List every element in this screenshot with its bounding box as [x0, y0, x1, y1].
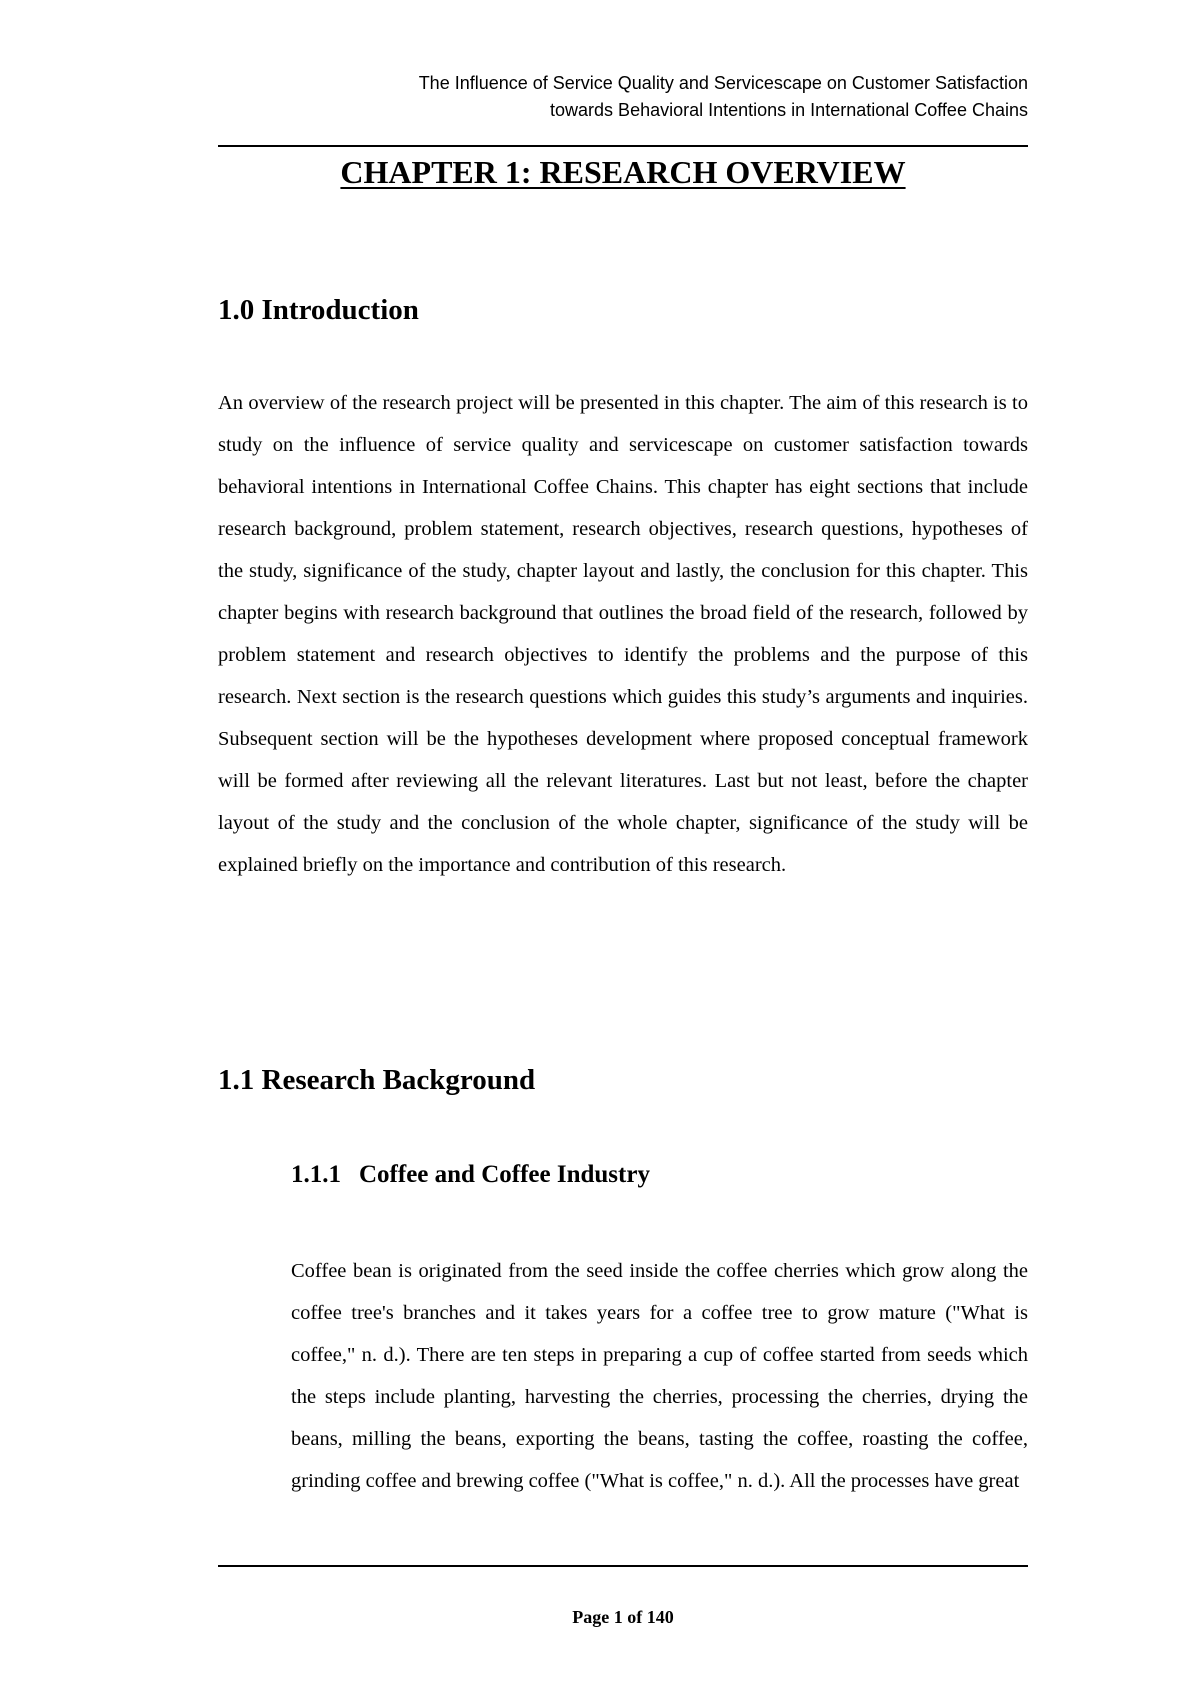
subsection-number: 1.1.1 [291, 1161, 341, 1188]
coffee-industry-paragraph: Coffee bean is originated from the seed inside the coffee cherries which grow along the coffee tree's branches and it takes years for a coffee tree to grow mature ("What is coffee," n. d.). There are ten steps in preparing a cup of coffee started from seeds which the steps include planting, harvesting the cherries, processing the cherries, drying the beans, milling the beans, exporting the beans, tasting the coffee, roasting the coffee, grinding coffee and brewing coffee ("What is coffee," n. d.). All the processes have great [291, 1260, 1028, 1492]
section-heading-introduction: 1.0 Introduction [218, 294, 419, 326]
running-header-line-2: towards Behavioral Intentions in International Coffee Chains [550, 100, 1028, 120]
header-divider [218, 145, 1028, 147]
subsection-heading-coffee-industry [291, 1157, 650, 1193]
chapter-title: CHAPTER 1: RESEARCH OVERVIEW [340, 154, 906, 190]
page-number: Page 1 of 140 [572, 1607, 674, 1627]
running-header-line-1: The Influence of Service Quality and Servicescape on Customer Satisfaction [418, 73, 1028, 93]
subsection-title: Coffee and Coffee Industry [359, 1161, 650, 1188]
introduction-paragraph: An overview of the research project will be presented in this chapter. The aim of this research is to study on the influence of service quality and servicescape on customer satisfaction towards behavioral intentions in International Coffee Chains. This chapter has eight sections that include research background, problem statement, research objectives, research questions, hypotheses of the study, significance of the study, chapter layout and lastly, the conclusion for this chapter. This chapter begins with research background that outlines the broad field of the research, followed by problem statement and research objectives to identify the problems and the purpose of this research. Next section is the research questions which guides this study’s arguments and inquiries. Subsequent section will be the hypotheses development where proposed conceptual framework will be formed after reviewing all the relevant literatures. Last but not least, before the chapter layout of the study and the conclusion of the whole chapter, significance of the study will be explained briefly on the importance and contribution of this research. [218, 392, 1028, 876]
footer-divider [218, 1565, 1028, 1567]
section-heading-research-background: 1.1 Research Background [218, 1064, 536, 1096]
running-header [228, 70, 1028, 124]
